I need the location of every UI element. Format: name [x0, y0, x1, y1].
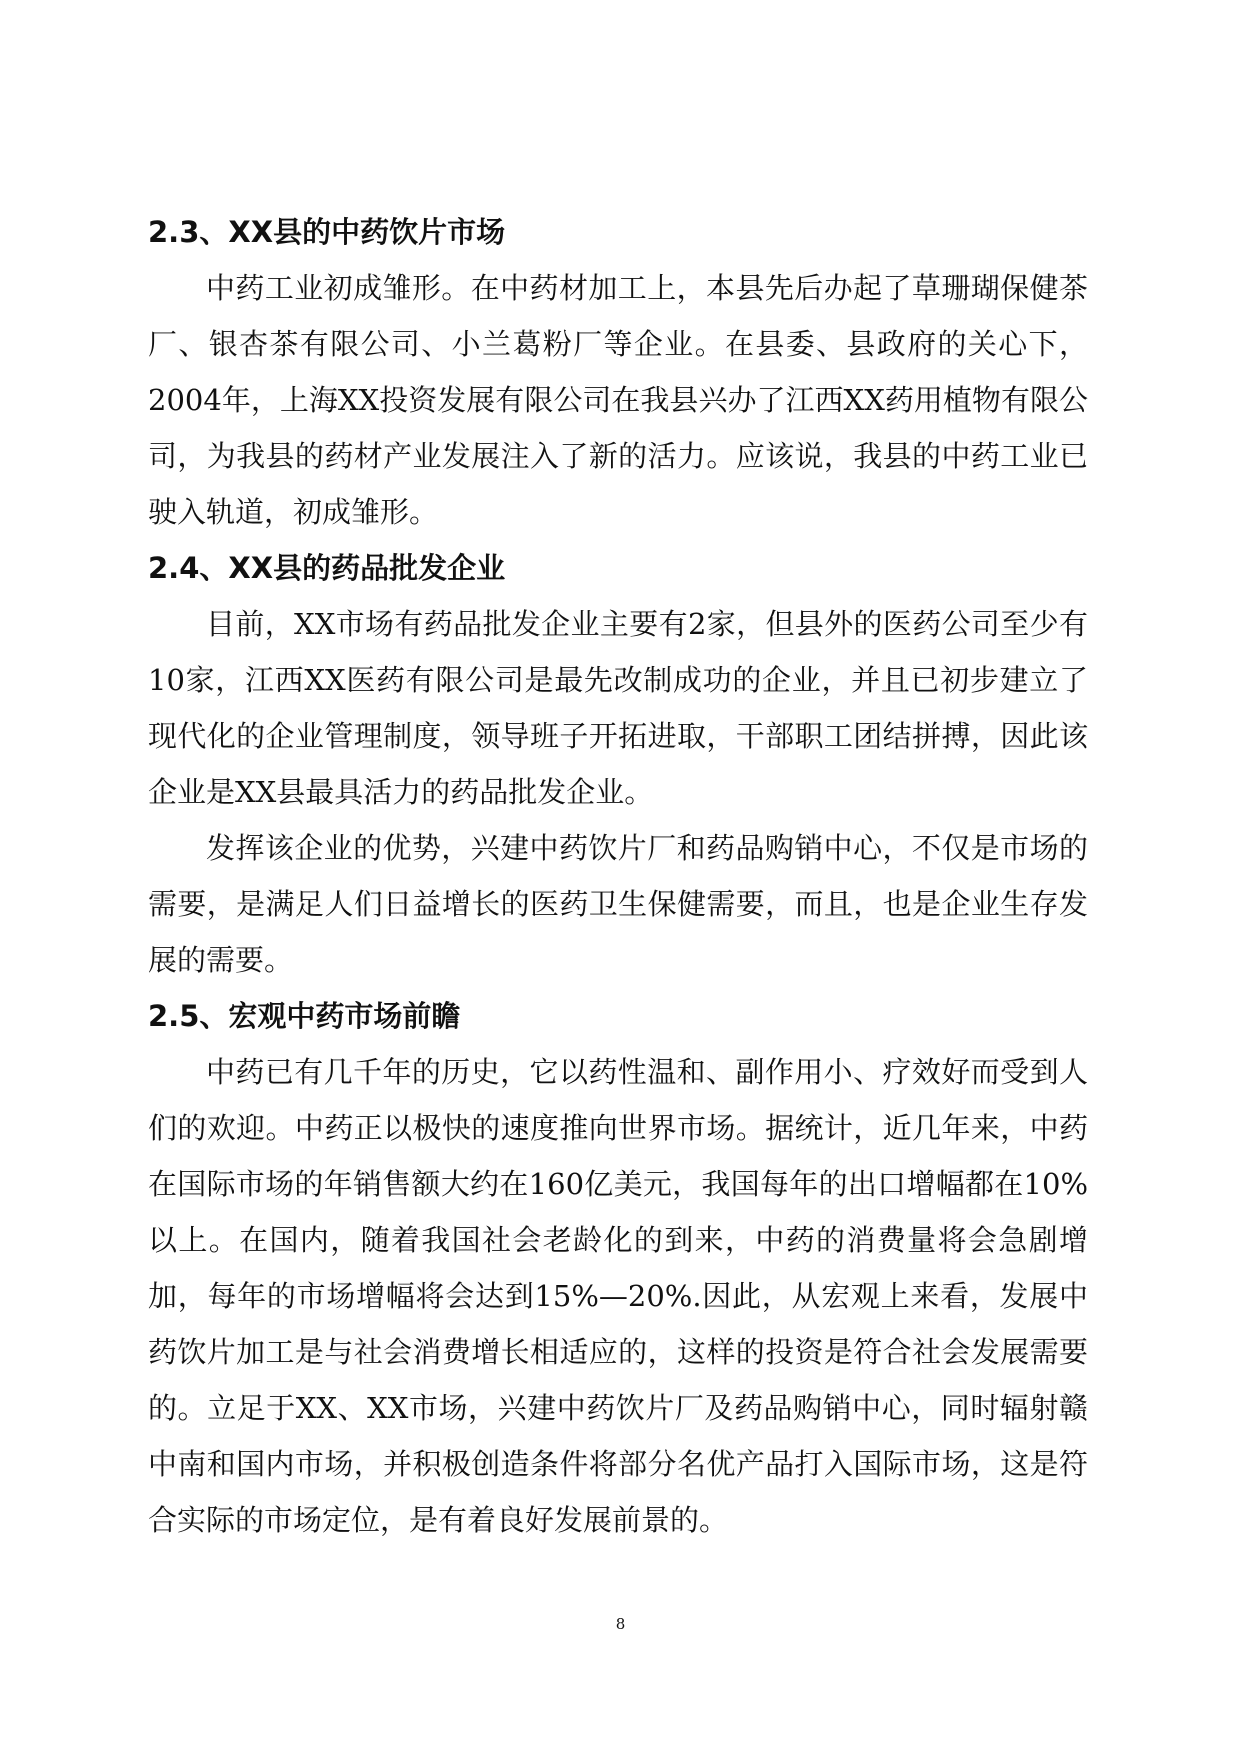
paragraph: 发挥该企业的优势，兴建中药饮片厂和药品购销中心，不仅是市场的需要，是满足人们日益增长的医药卫生保健需要，而且，也是企业生存发展的需要。 — [148, 831, 1088, 977]
page-number: 8 — [615, 1615, 626, 1633]
section-heading-2-4: 2.4、XX县的药品批发企业 — [148, 551, 506, 585]
section-heading-2-3: 2.3、XX县的中药饮片市场 — [148, 215, 506, 249]
paragraph: 目前，XX市场有药品批发企业主要有2家，但县外的医药公司至少有10家，江西XX医药有限公司是最先改制成功的企业，并且已初步建立了现代化的企业管理制度，领导班子开拓进取，干部职工团结拼搏，因此该企业是XX县最具活力的药品批发企业。 — [148, 607, 1088, 809]
document-body — [148, 204, 1088, 1548]
paragraph: 中药已有几千年的历史，它以药性温和、副作用小、疗效好而受到人们的欢迎。中药正以极快的速度推向世界市场。据统计，近几年来，中药在国际市场的年销售额大约在160亿美元，我国每年的出口增幅都在10%以上。在国内，随着我国社会老龄化的到来，中药的消费量将会急剧增加，每年的市场增幅将会达到15%—20%.因此，从宏观上来看，发展中药饮片加工是与社会消费增长相适应的，这样的投资是符合社会发展需要的。立足于XX、XX市场，兴建中药饮片厂及药品购销中心，同时辐射赣中南和国内市场，并积极创造条件将部分名优产品打入国际市场，这是符合实际的市场定位，是有着良好发展前景的。 — [148, 1055, 1088, 1537]
section-heading-2-5: 2.5、宏观中药市场前瞻 — [148, 999, 461, 1033]
paragraph: 中药工业初成雏形。在中药材加工上，本县先后办起了草珊瑚保健茶厂、银杏茶有限公司、小兰葛粉厂等企业。在县委、县政府的关心下，2004年，上海XX投资发展有限公司在我县兴办了江西XX药用植物有限公司，为我县的药材产业发展注入了新的活力。应该说，我县的中药工业已驶入轨道，初成雏形。 — [148, 271, 1088, 529]
